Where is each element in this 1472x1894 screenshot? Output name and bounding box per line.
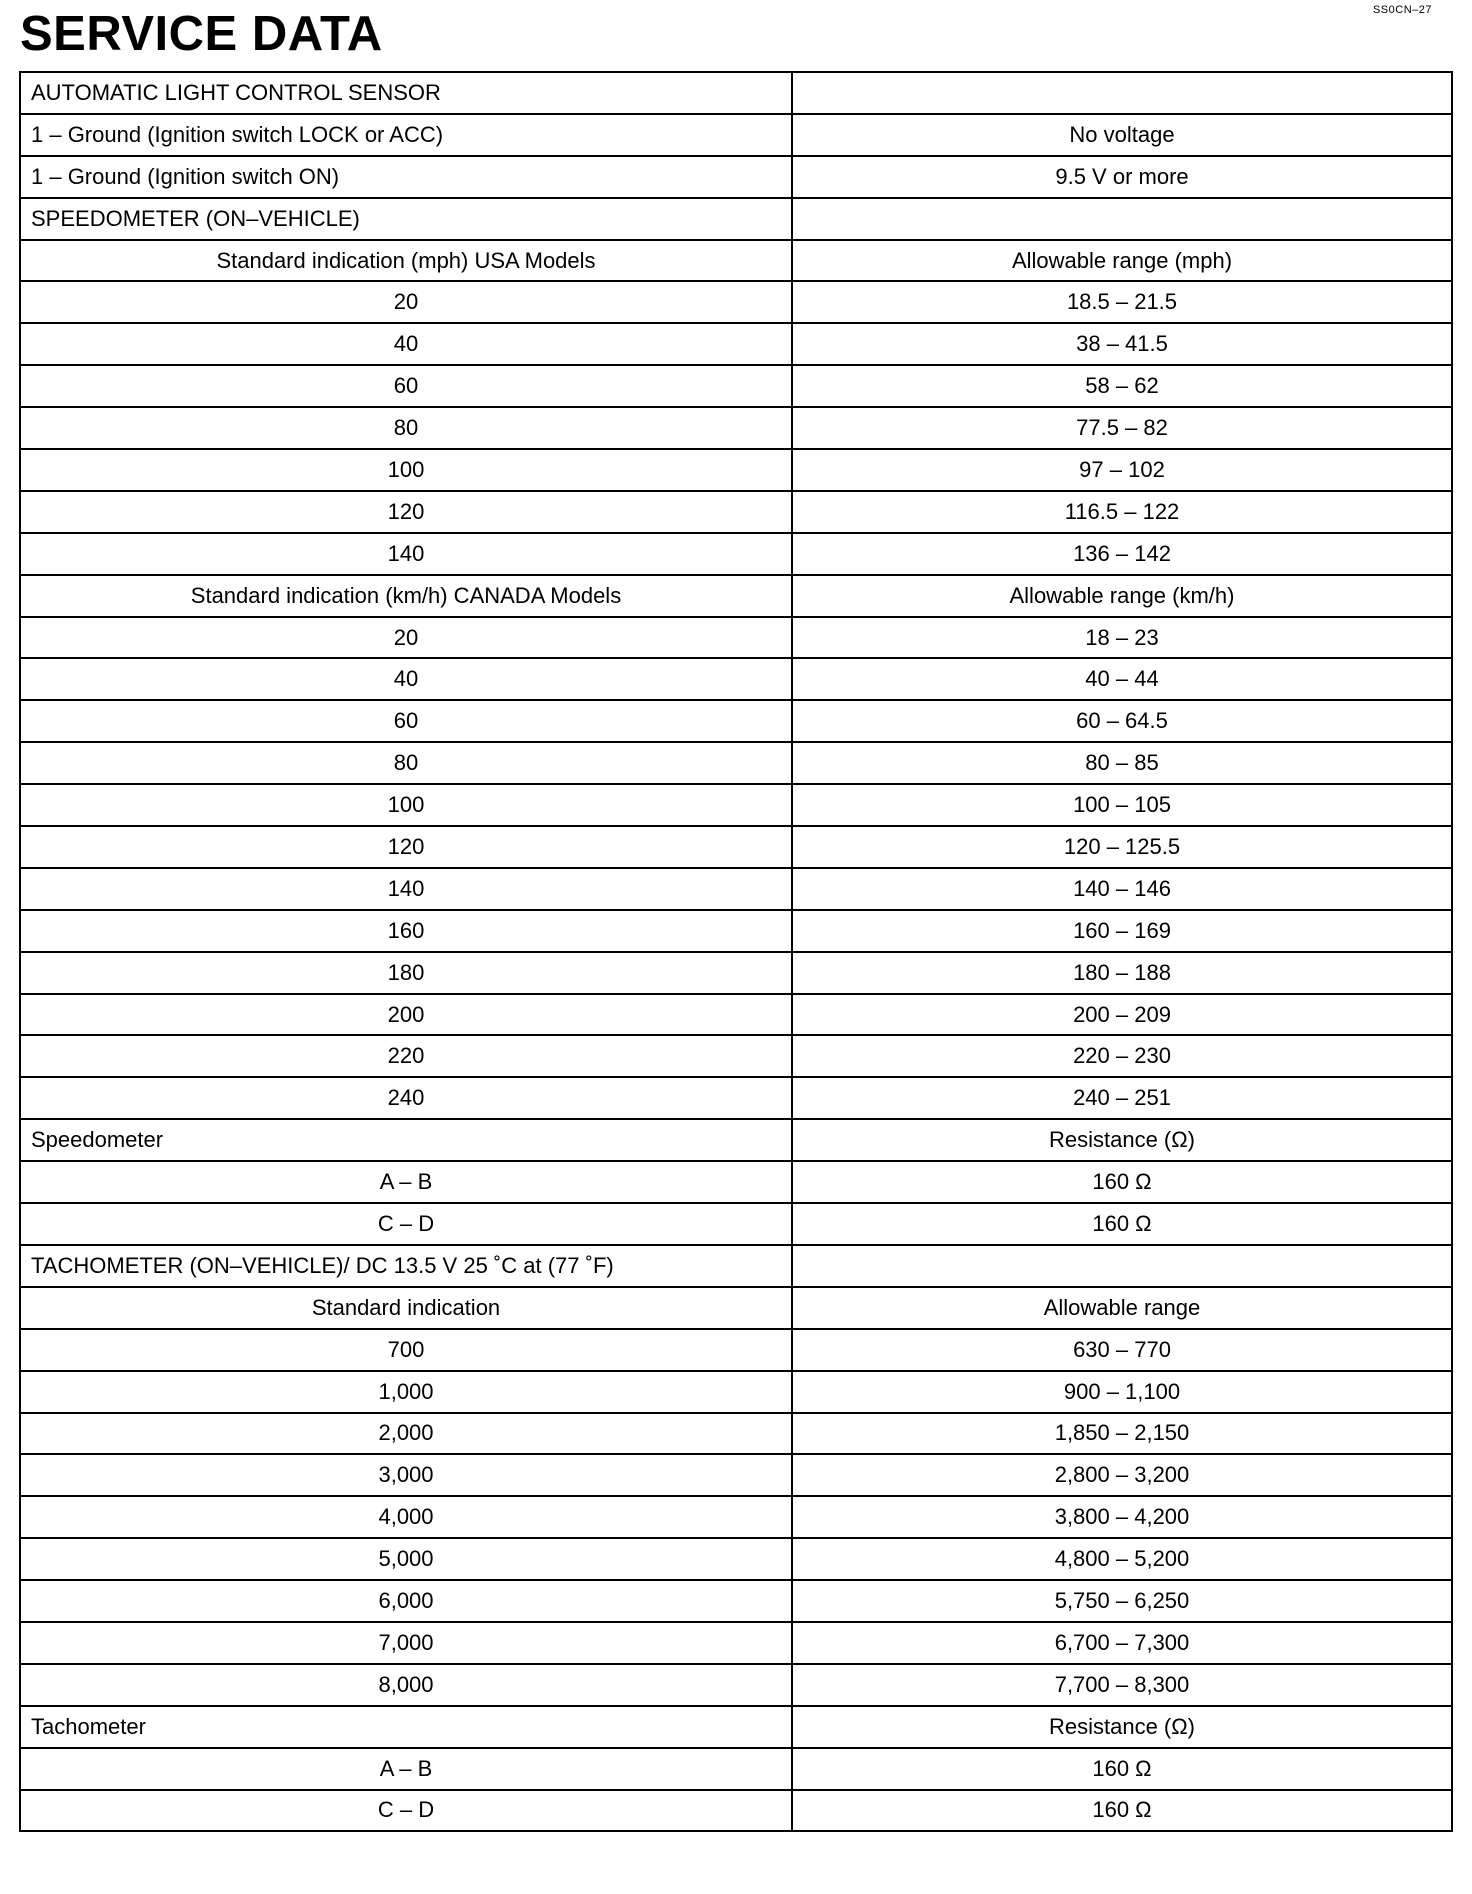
value-cell: 3,800 – 4,200 xyxy=(792,1496,1452,1538)
item-cell: AUTOMATIC LIGHT CONTROL SENSOR xyxy=(20,72,792,114)
item-cell: C – D xyxy=(20,1790,792,1832)
value-cell: 97 – 102 xyxy=(792,449,1452,491)
table-row xyxy=(20,1538,1452,1580)
item-cell: 20 xyxy=(20,281,792,323)
value-cell: 160 – 169 xyxy=(792,910,1452,952)
value-cell: 900 – 1,100 xyxy=(792,1371,1452,1413)
table-row xyxy=(20,491,1452,533)
value-cell: 18.5 – 21.5 xyxy=(792,281,1452,323)
item-cell: 6,000 xyxy=(20,1580,792,1622)
item-cell: 200 xyxy=(20,994,792,1036)
value-cell: Allowable range (mph) xyxy=(792,240,1452,282)
item-cell: 120 xyxy=(20,826,792,868)
value-cell xyxy=(792,72,1452,114)
item-cell: 4,000 xyxy=(20,1496,792,1538)
item-cell: 220 xyxy=(20,1035,792,1077)
value-cell: 180 – 188 xyxy=(792,952,1452,994)
table-row xyxy=(20,323,1452,365)
value-cell xyxy=(792,198,1452,240)
value-cell: 160 Ω xyxy=(792,1161,1452,1203)
value-cell: 1,850 – 2,150 xyxy=(792,1413,1452,1455)
item-cell: Standard indication (mph) USA Models xyxy=(20,240,792,282)
table-row xyxy=(20,72,1452,114)
item-cell: 120 xyxy=(20,491,792,533)
table-row xyxy=(20,1329,1452,1371)
table-row xyxy=(20,658,1452,700)
table-row xyxy=(20,365,1452,407)
item-cell: 3,000 xyxy=(20,1454,792,1496)
value-cell: 58 – 62 xyxy=(792,365,1452,407)
value-cell: 77.5 – 82 xyxy=(792,407,1452,449)
value-cell: 80 – 85 xyxy=(792,742,1452,784)
table-row xyxy=(20,1077,1452,1119)
table-row xyxy=(20,910,1452,952)
document-code: SS0CN–27 xyxy=(1372,4,1432,16)
item-cell: 1 – Ground (Ignition switch ON) xyxy=(20,156,792,198)
value-cell: 6,700 – 7,300 xyxy=(792,1622,1452,1664)
table-row xyxy=(20,575,1452,617)
page-title: SERVICE DATA xyxy=(20,7,383,61)
value-cell: 630 – 770 xyxy=(792,1329,1452,1371)
table-row xyxy=(20,533,1452,575)
item-cell: 7,000 xyxy=(20,1622,792,1664)
value-cell: 140 – 146 xyxy=(792,868,1452,910)
value-cell: 200 – 209 xyxy=(792,994,1452,1036)
item-cell: SPEEDOMETER (ON–VEHICLE) xyxy=(20,198,792,240)
table-row xyxy=(20,240,1452,282)
item-cell: 80 xyxy=(20,407,792,449)
table-row xyxy=(20,1790,1452,1832)
item-cell: 8,000 xyxy=(20,1664,792,1706)
value-cell: 18 – 23 xyxy=(792,617,1452,659)
item-cell: 60 xyxy=(20,365,792,407)
table-row xyxy=(20,1161,1452,1203)
item-cell: Standard indication (km/h) CANADA Models xyxy=(20,575,792,617)
service-data-table xyxy=(19,71,1453,1832)
table-row xyxy=(20,1371,1452,1413)
table-row xyxy=(20,784,1452,826)
value-cell: 40 – 44 xyxy=(792,658,1452,700)
value-cell: 38 – 41.5 xyxy=(792,323,1452,365)
table-row xyxy=(20,449,1452,491)
value-cell: Allowable range xyxy=(792,1287,1452,1329)
table-row xyxy=(20,742,1452,784)
table-row xyxy=(20,198,1452,240)
item-cell: C – D xyxy=(20,1203,792,1245)
table-row xyxy=(20,1496,1452,1538)
value-cell: 136 – 142 xyxy=(792,533,1452,575)
value-cell: 160 Ω xyxy=(792,1748,1452,1790)
item-cell: Standard indication xyxy=(20,1287,792,1329)
table-row xyxy=(20,1706,1452,1748)
item-cell: 100 xyxy=(20,449,792,491)
value-cell: 160 Ω xyxy=(792,1790,1452,1832)
item-cell: A – B xyxy=(20,1748,792,1790)
item-cell: 700 xyxy=(20,1329,792,1371)
table-row xyxy=(20,1203,1452,1245)
table-row xyxy=(20,114,1452,156)
value-cell: 7,700 – 8,300 xyxy=(792,1664,1452,1706)
value-cell: 2,800 – 3,200 xyxy=(792,1454,1452,1496)
value-cell: Resistance (Ω) xyxy=(792,1706,1452,1748)
table-row xyxy=(20,617,1452,659)
value-cell: 160 Ω xyxy=(792,1203,1452,1245)
item-cell: 1,000 xyxy=(20,1371,792,1413)
table-row xyxy=(20,700,1452,742)
value-cell: 4,800 – 5,200 xyxy=(792,1538,1452,1580)
item-cell: 180 xyxy=(20,952,792,994)
table-row xyxy=(20,1245,1452,1287)
table-row xyxy=(20,156,1452,198)
value-cell: 220 – 230 xyxy=(792,1035,1452,1077)
table-row xyxy=(20,1664,1452,1706)
item-cell: TACHOMETER (ON–VEHICLE)/ DC 13.5 V 25 ˚C at (77 ˚F) xyxy=(20,1245,792,1287)
value-cell: 120 – 125.5 xyxy=(792,826,1452,868)
value-cell: 100 – 105 xyxy=(792,784,1452,826)
table-row xyxy=(20,868,1452,910)
table-row xyxy=(20,1035,1452,1077)
value-cell: 116.5 – 122 xyxy=(792,491,1452,533)
table-row xyxy=(20,1413,1452,1455)
table-body xyxy=(20,72,1452,1831)
table-row xyxy=(20,1119,1452,1161)
table-row xyxy=(20,407,1452,449)
item-cell: 5,000 xyxy=(20,1538,792,1580)
item-cell: 40 xyxy=(20,323,792,365)
value-cell: 9.5 V or more xyxy=(792,156,1452,198)
value-cell xyxy=(792,1245,1452,1287)
value-cell: 240 – 251 xyxy=(792,1077,1452,1119)
item-cell: 100 xyxy=(20,784,792,826)
table-row xyxy=(20,1454,1452,1496)
value-cell: No voltage xyxy=(792,114,1452,156)
value-cell: 60 – 64.5 xyxy=(792,700,1452,742)
table-row xyxy=(20,952,1452,994)
item-cell: 40 xyxy=(20,658,792,700)
table-row xyxy=(20,1287,1452,1329)
table-row xyxy=(20,1622,1452,1664)
item-cell: 60 xyxy=(20,700,792,742)
value-cell: Resistance (Ω) xyxy=(792,1119,1452,1161)
table-row xyxy=(20,1580,1452,1622)
item-cell: 240 xyxy=(20,1077,792,1119)
item-cell: 140 xyxy=(20,533,792,575)
item-cell: 20 xyxy=(20,617,792,659)
table-row xyxy=(20,826,1452,868)
item-cell: 2,000 xyxy=(20,1413,792,1455)
table-row xyxy=(20,994,1452,1036)
item-cell: 1 – Ground (Ignition switch LOCK or ACC) xyxy=(20,114,792,156)
item-cell: 80 xyxy=(20,742,792,784)
table-row xyxy=(20,281,1452,323)
table-row xyxy=(20,1748,1452,1790)
item-cell: A – B xyxy=(20,1161,792,1203)
value-cell: 5,750 – 6,250 xyxy=(792,1580,1452,1622)
item-cell: Tachometer xyxy=(20,1706,792,1748)
item-cell: 160 xyxy=(20,910,792,952)
value-cell: Allowable range (km/h) xyxy=(792,575,1452,617)
item-cell: Speedometer xyxy=(20,1119,792,1161)
item-cell: 140 xyxy=(20,868,792,910)
